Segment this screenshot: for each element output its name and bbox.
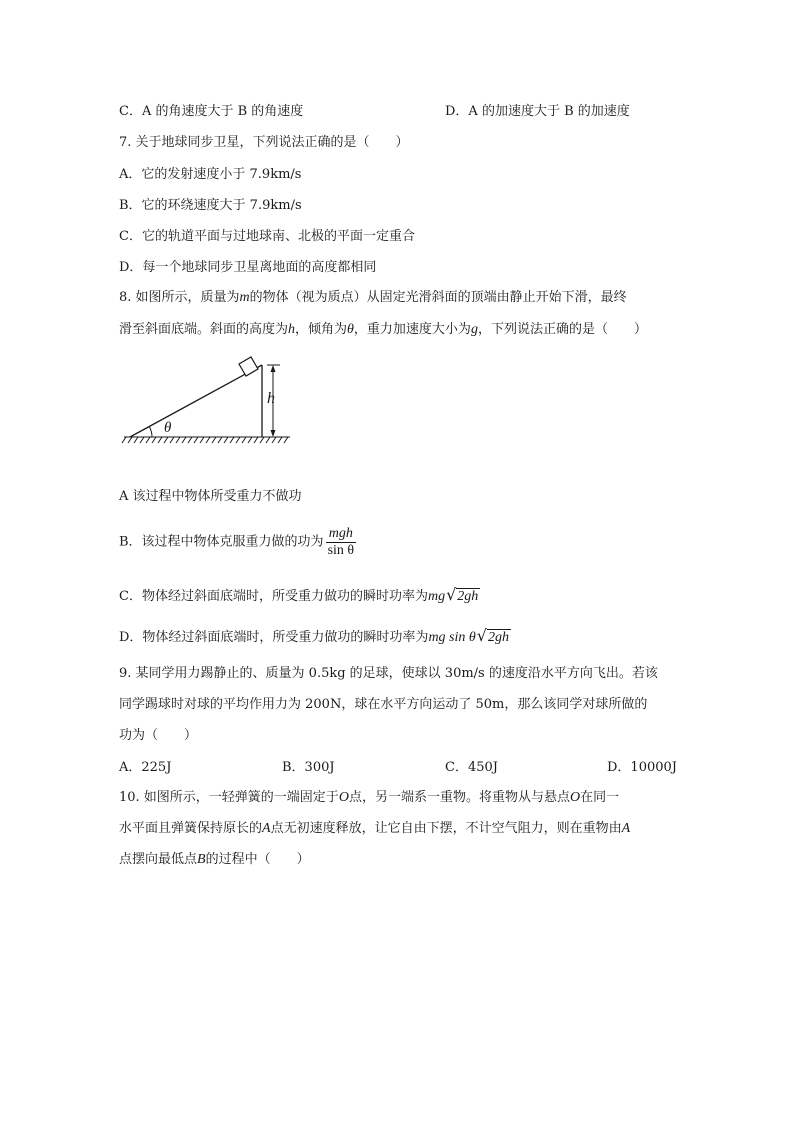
angle-arc	[149, 427, 152, 438]
q6-option-d: D．A 的加速度大于 B 的加速度	[445, 104, 630, 119]
q10-stem-line1: 10. 如图所示，一轻弹簧的一端固定于O点，另一端系一重物。将重物从与悬点O在同一	[119, 790, 620, 805]
height-label: h	[267, 390, 275, 407]
q7-option-c: C．它的轨道平面与过地球南、北极的平面一定重合	[119, 229, 415, 244]
q7-option-a: A．它的发射速度小于 7.9km/s	[119, 167, 302, 182]
block	[239, 357, 258, 376]
q9-option-a: A．225J	[119, 760, 172, 775]
incline-figure	[120, 348, 300, 448]
q8-option-a: A 该过程中物体所受重力不做功	[119, 489, 302, 504]
q10-stem-line3: 点摆向最低点B的过程中（ ）	[119, 852, 310, 867]
var-m: m	[239, 290, 250, 305]
q8-option-d: D．物体经过斜面底端时，所受重力做功的瞬时功率为mg sin θ√2gh	[119, 626, 509, 645]
var-g: g	[470, 322, 478, 337]
q6-option-c: C．A 的角速度大于 B 的角速度	[119, 104, 304, 119]
sqrt-icon: √	[476, 626, 487, 645]
ground-hatch	[122, 437, 290, 443]
sqrt-icon: √	[446, 585, 457, 604]
q8-option-c: C．物体经过斜面底端时，所受重力做功的瞬时功率为mg√2gh	[119, 585, 479, 604]
angle-label: θ	[164, 420, 172, 436]
q8-stem-line1: 8. 如图所示，质量为m的物体（视为质点）从固定光滑斜面的顶端由静止开始下滑，最终	[119, 290, 627, 305]
var-theta: θ	[347, 322, 354, 337]
fraction-mgh-over-sin-theta: $\frac{\text{mgh}}{\text{sin θ}}$	[327, 526, 355, 558]
q9-option-d: D．10000J	[607, 760, 677, 775]
q8-option-b: B．该过程中物体克服重力做的功为 $\frac{\text{mgh}}{\text{sin θ}}$	[119, 526, 355, 558]
q10-stem-line2: 水平面且弹簧保持原长的A点无初速度释放，让它自由下摆，不计空气阻力，则在重物由A	[119, 821, 631, 836]
q9-stem-line1: 9. 某同学用力踢静止的、质量为 0.5kg 的足球，使球以 30m/s 的速度沿水平方向飞出。若该	[119, 666, 658, 681]
q9-option-c: C．450J	[445, 760, 498, 775]
q9-stem-line2: 同学踢球时对球的平均作用力为 200N，球在水平方向运动了 50m，那么该同学对球所做的	[119, 697, 648, 712]
q7-option-d: D．每一个地球同步卫星离地面的高度都相同	[119, 260, 377, 275]
var-h: h	[288, 322, 296, 337]
q7-stem: 7. 关于地球同步卫星，下列说法正确的是（ ）	[119, 135, 409, 150]
q9-stem-line3: 功为（ ）	[119, 728, 198, 743]
q7-option-b: B．它的环绕速度大于 7.9km/s	[119, 198, 302, 213]
q9-option-b: B．300J	[282, 760, 335, 775]
incline-slope	[130, 365, 262, 437]
q8-stem-line2: 滑至斜面底端。斜面的高度为h，倾角为θ，重力加速度大小为g，下列说法正确的是（ ）	[119, 322, 647, 337]
